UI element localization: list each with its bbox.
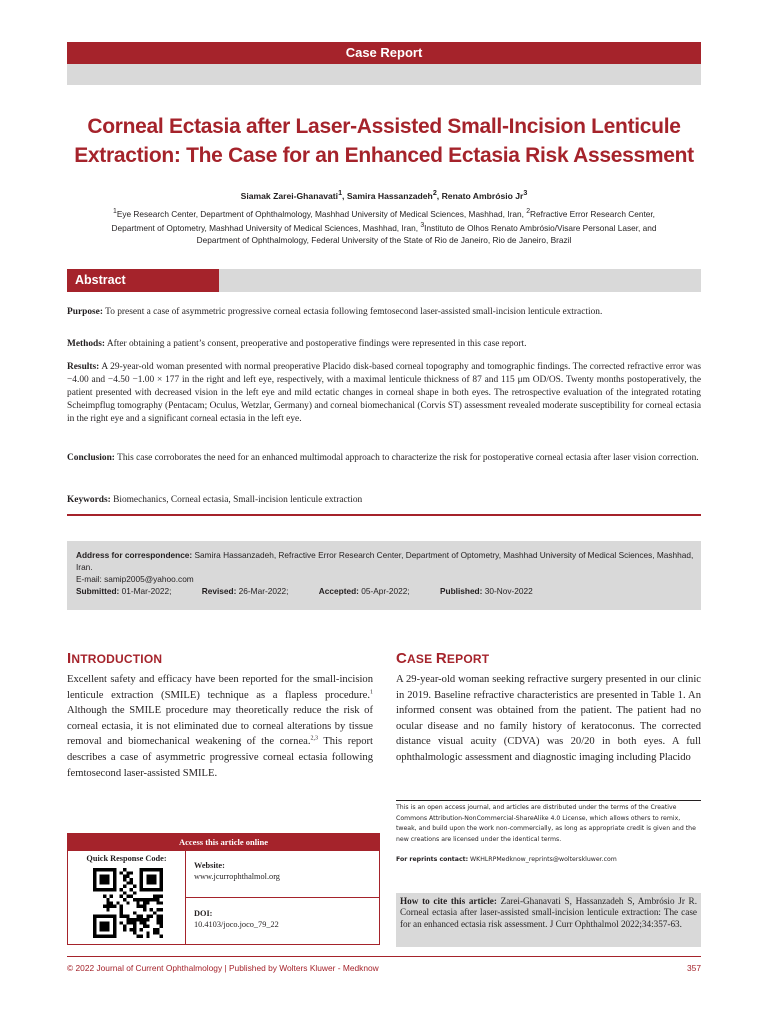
- heading-rest: ASE: [407, 652, 436, 666]
- title-line-2: Extraction: The Case for an Enhanced Ectasia Risk Assessment: [74, 144, 694, 167]
- author-name: Siamak Zarei-Ghanavati: [240, 190, 339, 201]
- abstract-conclusion-text: This case corroborates the need for an enhanced multimodal approach to characterize the risk for postoperative corneal ectasia after laser vision correction.: [117, 453, 699, 463]
- revised-date: [202, 586, 303, 596]
- introduction-sentence: This report describes a case of asymmetric progressive corneal ectasia following femtosecond laser-assisted SMILE.: [67, 736, 373, 779]
- qr-label: Quick Response Code:: [86, 854, 167, 863]
- reprints-contact: [396, 855, 701, 865]
- reprints-email[interactable]: WKHLRPMedknow_reprints@wolterskluwer.com: [470, 856, 617, 863]
- submitted-label: Submitted:: [76, 586, 120, 596]
- access-box-heading: Access this article online: [68, 834, 379, 851]
- revised-label: Revised:: [201, 586, 237, 596]
- article-dates: [76, 585, 701, 597]
- author-affiliation-mark: 3: [523, 189, 528, 197]
- abstract-results: [67, 361, 701, 426]
- keywords: [67, 494, 701, 507]
- banner-grey-strip: [67, 64, 701, 85]
- abstract-purpose-label: Purpose:: [67, 307, 103, 317]
- qr-code-icon[interactable]: [93, 868, 163, 938]
- keywords-label: Keywords:: [67, 495, 111, 505]
- license-divider: [396, 800, 701, 801]
- accepted-label: Accepted:: [318, 586, 359, 596]
- footer-divider: [67, 956, 701, 957]
- abstract-purpose-text: To present a case of asymmetric progressive corneal ectasia following femtosecond laser-assisted small-incision lenticule extraction.: [105, 307, 603, 317]
- abstract-results-text: A 29-year-old woman presented with normal preoperative Placido disk-based corneal topography and tomographic findings. The corrected refractive error was −4.00 and −4.50 −1.00 × 177 in the right and left eye, respectively, with a maximal lenticule thickness of 87 and 115 μm OD/OS. Twenty months postoperatively, the patient presented with decreased vision in the left eye and mild ectatic changes in corneal shape in both eyes. The retrospective evaluation of the integrated rotating Scheimpflug tomography (Pentacam; Oculus, Wetzlar, Germany) and corneal biomechanical (Corvis ST) assessment revealed moderate susceptibility for corneal ectasia in the right eye and a significant corneal ectasia in the left eye.: [67, 362, 701, 424]
- introduction-sentence: Although the SMILE procedure may theoretically reduce the risk of corneal ectasia, it is not eliminated due to corneal alterations by tissue removal and biomechanical weakening of the cornea.: [67, 705, 373, 748]
- heading-initial: R: [435, 650, 447, 667]
- correspondence-label: Address for correspondence:: [76, 550, 193, 560]
- case-report-heading: [396, 651, 489, 667]
- license-text: This is an open access journal, and articles are distributed under the terms of the Creative Commons Attribution-NonCommercial-ShareAlike 4.0 License, which allows others to remix, tweak, and build upon the work non-commercially, as long as appropriate credit is given and the new creations are licensed under the identical terms.: [396, 804, 696, 843]
- how-to-cite-text: Zarei-Ghanavati S, Hassanzadeh S, Ambrósio Jr R. Corneal ectasia after laser-assisted small-incision lenticule extraction: The case for an enhanced ectasia risk assessment. J Curr Ophthalmol 2022;34:357-63.: [400, 896, 697, 929]
- article-type-banner: [67, 42, 701, 64]
- correspondence-box: [67, 541, 701, 610]
- citation-ref: 1: [370, 689, 373, 696]
- heading-initial: C: [396, 650, 408, 667]
- affiliation-mark: 3: [420, 222, 425, 230]
- heading-initial: I: [67, 650, 72, 667]
- published-label: Published:: [439, 586, 483, 596]
- article-title: [60, 112, 708, 170]
- abstract-heading: Abstract: [67, 269, 219, 292]
- author-name: Samira Hassanzadeh: [346, 190, 433, 201]
- heading-rest: EPORT: [446, 652, 490, 666]
- doi-cell: [186, 898, 379, 945]
- affiliation-mark: 1: [112, 208, 117, 215]
- accepted-date: [319, 586, 424, 596]
- published-value: 30-Nov-2022: [484, 586, 533, 596]
- website-label: Website:: [194, 861, 225, 870]
- introduction-heading: [67, 651, 162, 667]
- author-affiliation-mark: 2: [432, 189, 437, 197]
- abstract-divider: [67, 514, 701, 516]
- abstract-heading-strip: [219, 269, 701, 292]
- correspondence-email: E-mail: samip2005@yahoo.com: [76, 574, 194, 584]
- abstract-conclusion: [67, 452, 701, 465]
- heading-rest: NTRODUCTION: [71, 652, 163, 666]
- abstract-conclusion-label: Conclusion:: [67, 453, 115, 463]
- submitted-date: [76, 586, 185, 596]
- affiliation-mark: 2: [526, 208, 531, 215]
- submitted-value: 01-Mar-2022;: [121, 586, 172, 596]
- doi-link[interactable]: 10.4103/joco.joco_79_22: [194, 920, 279, 929]
- case-report-text: A 29-year-old woman seeking refractive surgery presented in our clinic in 2019. Baseline refractive characteristics are presented in Table 1. An informed consent was obtained from the patient. The patient had no ocular disease and no family history of keratoconus. The corrected distance visual acuity (CDVA) was 20/20 in both eyes. A full ophthalmologic assessment and diagnostic imaging including Placido: [396, 674, 701, 763]
- how-to-cite-label: How to cite this article:: [400, 896, 497, 906]
- published-date: [440, 586, 547, 596]
- abstract-methods: [67, 338, 701, 351]
- introduction-text: [67, 672, 373, 781]
- qr-column: [68, 851, 186, 945]
- accepted-value: 05-Apr-2022;: [361, 586, 410, 596]
- reprints-label: For reprints contact:: [396, 856, 469, 863]
- page-number: 357: [687, 963, 701, 973]
- introduction-sentence: Excellent safety and efficacy have been reported for the small-incision lenticule extraction (SMILE) technique as a flapless procedure.: [67, 674, 373, 701]
- affiliation-text: Instituto de Olhos Renato Ambrósio/Visare Personal Laser, and Department of Ophthalmology, Federal University of the State of Rio de Janeiro, Rio de Janeiro, Brazil: [196, 223, 657, 245]
- title-line-1: Corneal Ectasia after Laser-Assisted Small-Incision Lenticule: [87, 115, 681, 138]
- abstract-methods-text: After obtaining a patient’s consent, preoperative and postoperative findings were represented in this case report.: [106, 339, 527, 349]
- abstract-methods-label: Methods:: [67, 339, 106, 349]
- abstract-purpose: [67, 306, 701, 319]
- access-article-box: [67, 833, 380, 945]
- website-link[interactable]: www.jcurrophthalmol.org: [194, 872, 280, 881]
- article-type-label: Case Report: [345, 45, 423, 60]
- keywords-text: Biomechanics, Corneal ectasia, Small-incision lenticule extraction: [113, 495, 363, 505]
- footer-credit: © 2022 Journal of Current Ophthalmology | Published by Wolters Kluwer - Medknow: [67, 963, 379, 973]
- how-to-cite-box: [396, 893, 701, 947]
- affiliation-text: Refractive Error Research Center, Department of Optometry, Mashhad University of Medical Sciences, Mashhad, Iran,: [111, 208, 655, 234]
- revised-value: 26-Mar-2022;: [238, 586, 289, 596]
- doi-label: DOI:: [194, 909, 213, 918]
- website-cell: [186, 851, 379, 898]
- author-affiliation-mark: 1: [338, 189, 343, 197]
- correspondence-address: [76, 549, 701, 573]
- author-name: Renato Ambrósio Jr: [441, 190, 524, 201]
- affiliation-text: Eye Research Center, Department of Ophthalmology, Mashhad University of Medical Sciences, Mashhad, Iran,: [116, 208, 527, 219]
- citation-ref: 2,3: [310, 735, 318, 742]
- correspondence-address-text: Samira Hassanzadeh, Refractive Error Research Center, Department of Optometry, Mashhad University of Medical Sciences, Mashhad, Iran.: [76, 550, 694, 572]
- abstract-results-label: Results:: [67, 362, 100, 372]
- affiliations: [95, 206, 673, 246]
- author-list: Siamak Zarei-Ghanavati$^1$, Samira Hassanzadeh$^2$, Renato Ambrósio Jr$^3$: [240, 189, 528, 201]
